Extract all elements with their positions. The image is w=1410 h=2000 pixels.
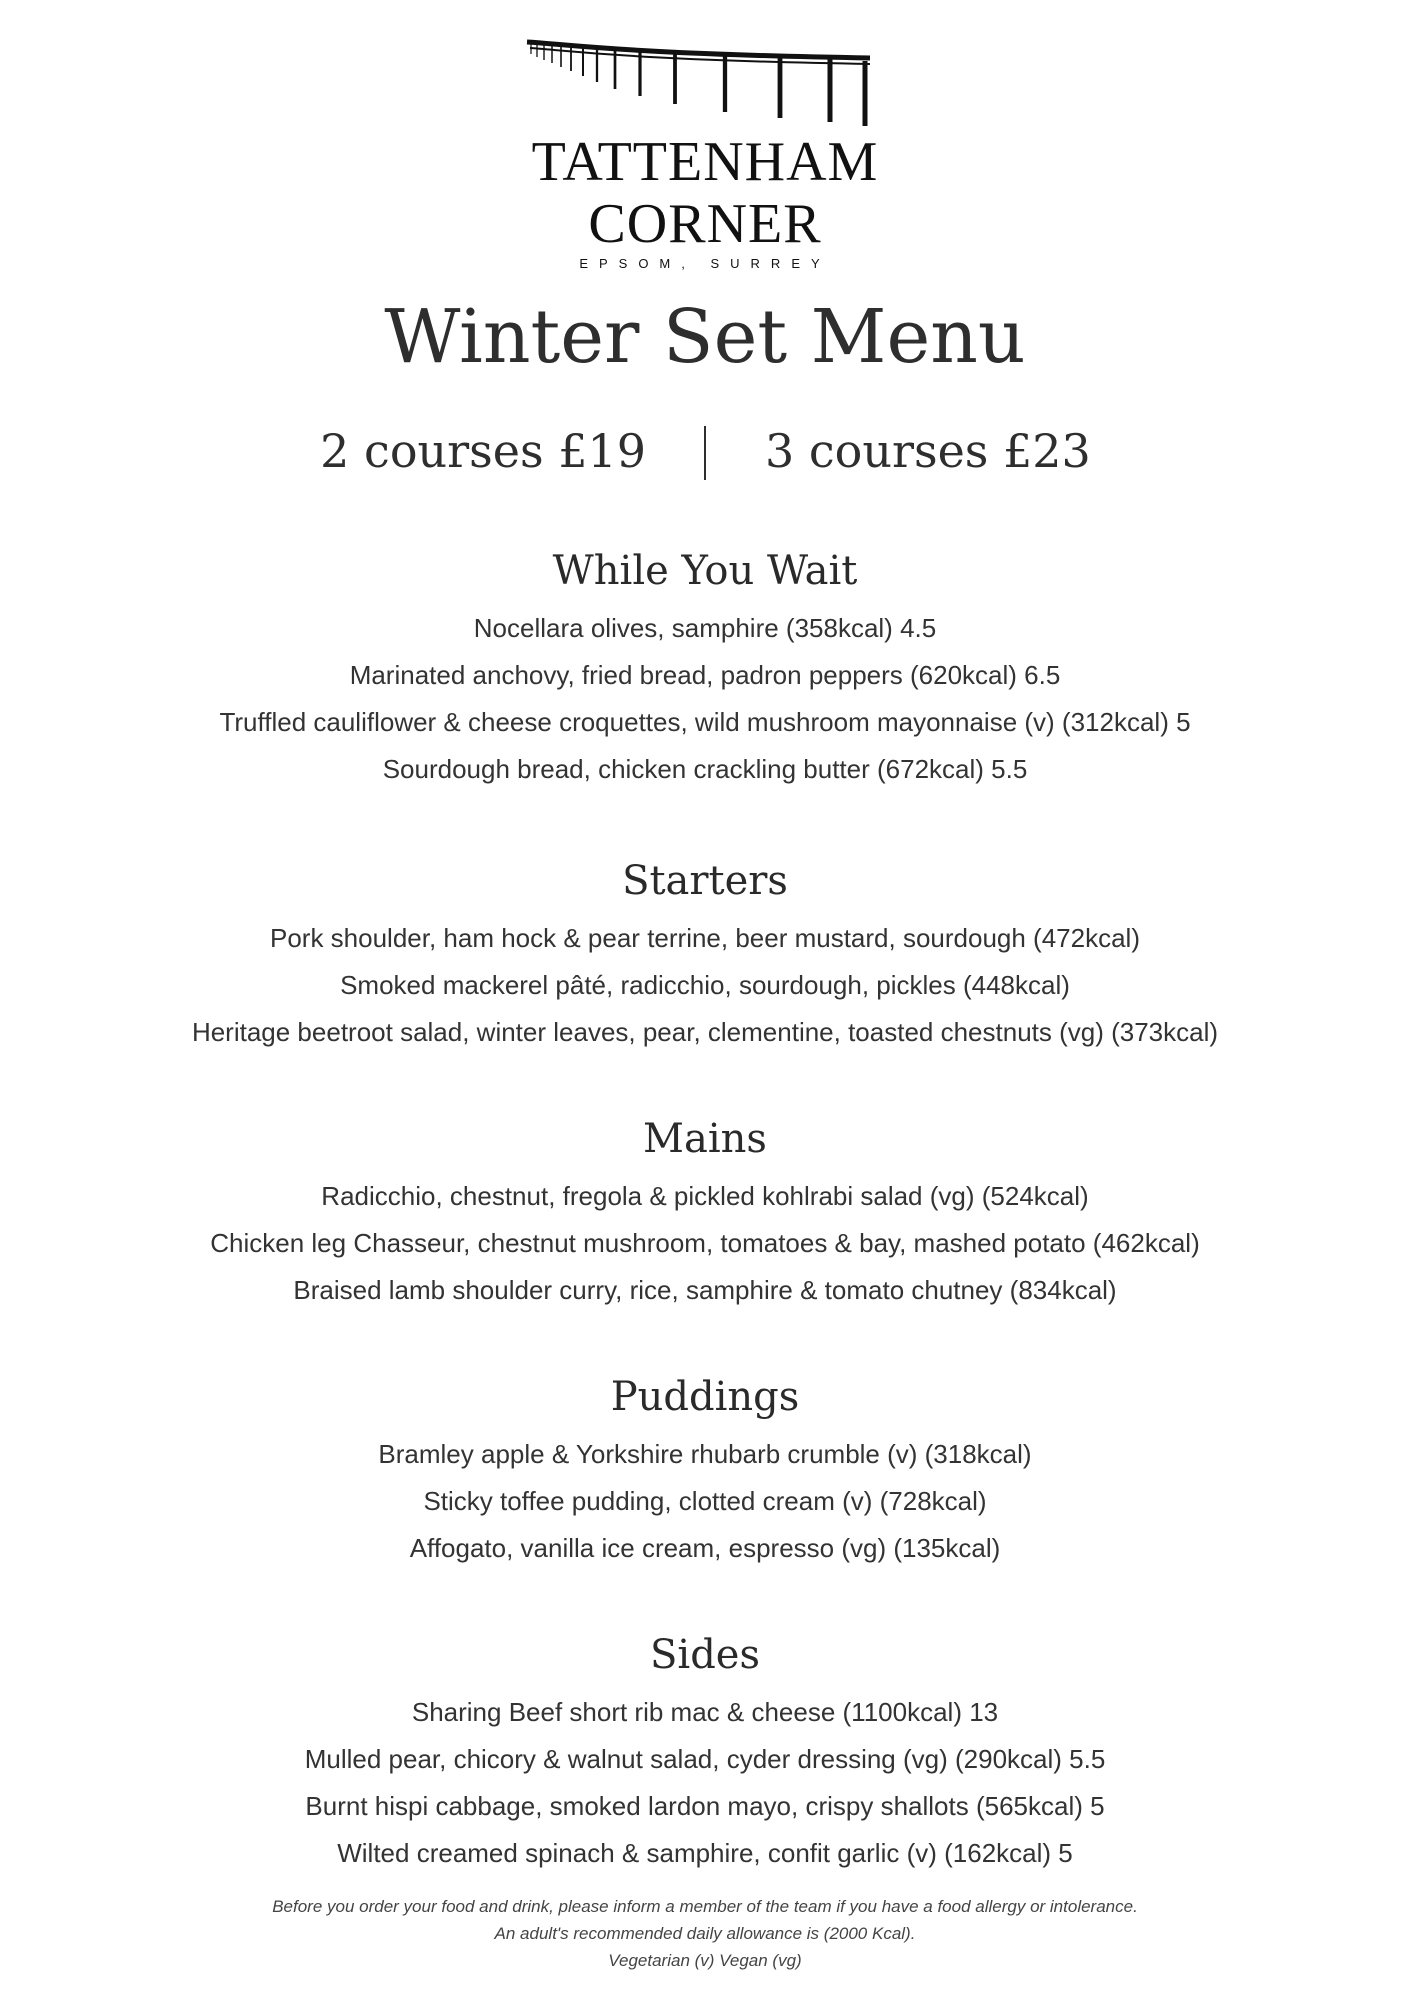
menu-item: Pork shoulder, ham hock & pear terrine, beer mustard, sourdough (472kcal) xyxy=(269,923,1140,953)
menu-item: Wilted creamed spinach & samphire, confit garlic (v) (162kcal) 5 xyxy=(337,1838,1073,1868)
menu-item: Marinated anchovy, fried bread, padron peppers (620kcal) 6.5 xyxy=(349,660,1061,690)
brand-location: EPSOM, SURREY xyxy=(579,256,831,271)
three-course-price: 3 courses £23 xyxy=(765,424,1091,478)
menu-item: Burnt hispi cabbage, smoked lardon mayo, crispy shallots (565kcal) 5 xyxy=(305,1791,1105,1821)
diet-key: Vegetarian (v) Vegan (vg) xyxy=(608,1951,802,1970)
brand-name-line-2: CORNER xyxy=(588,193,822,255)
section-starters xyxy=(0,857,1410,1056)
menu-footer xyxy=(0,1893,1410,1974)
section-heading: Puddings xyxy=(610,1374,800,1420)
brand-logo xyxy=(525,34,885,274)
section-while-you-wait xyxy=(0,547,1410,793)
allergy-notice: Before you order your food and drink, please inform a member of the team if you have a food allergy or intolerance. xyxy=(272,1897,1138,1916)
brand-name-line-1: TATTENHAM xyxy=(531,131,879,193)
section-mains xyxy=(0,1115,1410,1314)
section-heading: Mains xyxy=(643,1116,767,1162)
menu-item: Affogato, vanilla ice cream, espresso (vg) (135kcal) xyxy=(409,1533,1001,1563)
menu-item: Sourdough bread, chicken crackling butter (672kcal) 5.5 xyxy=(382,754,1028,784)
pricing-row xyxy=(0,424,1410,488)
menu-item: Heritage beetroot salad, winter leaves, pear, clementine, toasted chestnuts (vg) (373kcal) xyxy=(191,1017,1219,1047)
menu-item: Sticky toffee pudding, clotted cream (v) (728kcal) xyxy=(423,1486,987,1516)
menu-item: Braised lamb shoulder curry, rice, samphire & tomato chutney (834kcal) xyxy=(293,1275,1117,1305)
grandstand-logo-icon xyxy=(525,34,885,129)
section-sides xyxy=(0,1631,1410,1877)
menu-item: Sharing Beef short rib mac & cheese (1100kcal) 13 xyxy=(411,1697,999,1727)
section-puddings xyxy=(0,1373,1410,1572)
menu-item: Smoked mackerel pâté, radicchio, sourdough, pickles (448kcal) xyxy=(340,970,1070,1000)
price-divider xyxy=(704,426,706,480)
section-heading: While You Wait xyxy=(552,548,858,594)
menu-item: Truffled cauliflower & cheese croquettes, wild mushroom mayonnaise (v) (312kcal) 5 xyxy=(219,707,1191,737)
two-course-price: 2 courses £19 xyxy=(320,424,646,478)
menu-item: Bramley apple & Yorkshire rhubarb crumble (v) (318kcal) xyxy=(378,1439,1032,1469)
calorie-notice: An adult's recommended daily allowance is (2000 Kcal). xyxy=(494,1924,916,1943)
section-heading: Sides xyxy=(650,1632,760,1678)
menu-item: Chicken leg Chasseur, chestnut mushroom, tomatoes & bay, mashed potato (462kcal) xyxy=(210,1228,1200,1258)
menu-item: Nocellara olives, samphire (358kcal) 4.5 xyxy=(473,613,937,643)
menu-item: Radicchio, chestnut, fregola & pickled kohlrabi salad (vg) (524kcal) xyxy=(321,1181,1089,1211)
menu-item: Mulled pear, chicory & walnut salad, cyder dressing (vg) (290kcal) 5.5 xyxy=(304,1744,1106,1774)
menu-title: Winter Set Menu xyxy=(384,294,1026,380)
section-heading: Starters xyxy=(622,858,788,904)
